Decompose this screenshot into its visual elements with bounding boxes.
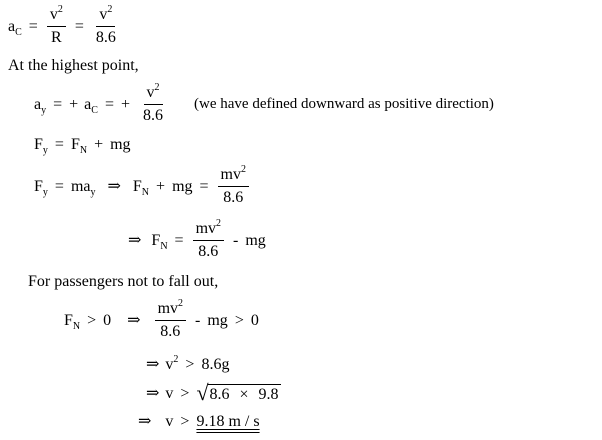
mv-term: mv (157, 300, 179, 317)
fy-subscript: y (42, 186, 48, 198)
plus-sign: + (120, 95, 131, 113)
greater-than-sign: > (185, 356, 195, 373)
exponent: 2 (173, 354, 179, 365)
highest-point-text: At the highest point, (8, 57, 139, 74)
fn-subscript: N (160, 240, 168, 252)
equals-sign: = (174, 231, 184, 249)
fn-base: F (151, 231, 161, 249)
implies-arrow: ⇒ (146, 384, 160, 402)
numerator (218, 166, 249, 187)
fn-subscript: N (79, 145, 88, 156)
ma-base: ma (70, 177, 91, 195)
may-term (70, 177, 96, 198)
equals-sign: = (74, 17, 84, 35)
numerator (193, 220, 224, 241)
radicand-a: 8.6 (209, 386, 230, 403)
minus-sign: - (195, 311, 201, 329)
implies-arrow: ⇒ (127, 311, 141, 329)
exponent: 2 (154, 82, 160, 93)
fraction-mv2-over-8-6 (193, 220, 224, 262)
mg-term: mg (110, 136, 131, 153)
equals-sign: = (54, 136, 64, 153)
final-answer: 9.18 m / s (196, 413, 260, 430)
greater-than-sign: > (234, 311, 244, 329)
fy-symbol (34, 136, 48, 156)
exponent: 2 (178, 298, 184, 309)
ac-symbol (84, 95, 98, 116)
zero-value: 0 (103, 311, 112, 329)
v-symbol: v (165, 356, 174, 373)
ay-base: a (34, 95, 42, 113)
implies-arrow: ⇒ (138, 413, 152, 430)
fy-symbol (34, 177, 48, 198)
no-fall-condition-formula (64, 300, 259, 342)
fn-subscript: N (141, 186, 150, 198)
fn-symbol (151, 231, 168, 252)
fraction-v2-over-8-6 (140, 84, 166, 126)
fn-base: F (70, 136, 80, 153)
greater-than-sign: > (180, 384, 190, 402)
vertical-acceleration-formula (34, 84, 494, 126)
ac-base: a (8, 17, 16, 35)
v-sqrt-condition (146, 380, 281, 405)
implies-arrow: ⇒ (146, 356, 160, 373)
numerator (144, 84, 163, 105)
fraction-mv2-over-8-6 (218, 166, 249, 208)
ac-subscript: C (15, 26, 22, 38)
v-symbol: v (49, 6, 58, 23)
ac-symbol (8, 17, 22, 38)
ac-subscript: C (91, 104, 98, 116)
equals-sign: = (53, 95, 63, 113)
numerator (96, 6, 115, 27)
equals-sign: = (199, 177, 209, 195)
square-root (196, 380, 280, 405)
fn-symbol (64, 311, 81, 332)
passengers-condition-text: For passengers not to fall out, (28, 273, 219, 290)
rhs-value: 8.6g (201, 356, 230, 373)
equals-sign: = (28, 17, 38, 35)
denominator: 8.6 (143, 107, 164, 125)
fraction-mv2-over-8-6 (155, 300, 186, 342)
fraction-v2-over-r (47, 6, 66, 48)
plus-sign: + (69, 95, 79, 113)
mg-term: mg (245, 231, 266, 249)
fn-base: F (64, 311, 73, 329)
mv-term: mv (195, 220, 217, 237)
implies-arrow: ⇒ (128, 231, 142, 249)
denominator: 8.6 (198, 243, 219, 261)
direction-note: (we have defined downward as positive direction) (194, 96, 494, 113)
mv-term: mv (220, 166, 241, 183)
fn-base: F (132, 177, 142, 195)
plus-sign: + (156, 177, 166, 195)
denominator: 8.6 (95, 29, 116, 47)
v-symbol: v (146, 84, 155, 101)
ay-subscript: y (41, 104, 47, 116)
minus-sign: - (233, 231, 239, 249)
radicand (208, 384, 281, 404)
fy-base: F (34, 177, 43, 195)
numerator (155, 300, 186, 321)
fy-base: F (34, 136, 43, 153)
fy-subscript: y (42, 145, 48, 156)
fn-symbol (70, 136, 88, 156)
mg-term: mg (172, 177, 193, 195)
plus-sign: + (94, 136, 104, 153)
greater-than-sign: > (180, 413, 190, 430)
implies-arrow: ⇒ (107, 177, 121, 195)
may-subscript: y (90, 186, 96, 198)
fn-subscript: N (72, 320, 81, 332)
radicand-b: 9.8 (258, 386, 279, 403)
v-symbol: v (165, 413, 174, 430)
equals-sign: = (104, 95, 114, 113)
net-force-formula (34, 136, 131, 156)
exponent: 2 (107, 4, 113, 15)
zero-value: 0 (250, 311, 259, 329)
v-squared-condition (146, 354, 230, 373)
exponent: 2 (57, 4, 63, 15)
fn-symbol (132, 177, 150, 198)
normal-force-formula (128, 220, 266, 262)
denominator: 8.6 (223, 189, 244, 207)
v-squared (165, 354, 179, 373)
greater-than-sign: > (87, 311, 97, 329)
v-symbol: v (165, 384, 174, 402)
fraction-v2-over-8-6 (93, 6, 119, 48)
ac-base: a (84, 95, 92, 113)
newton-second-law-formula (34, 166, 251, 208)
mg-term: mg (207, 311, 228, 329)
ay-symbol (34, 95, 47, 116)
equals-sign: = (54, 177, 64, 195)
numerator (47, 6, 66, 27)
times-sign: × (239, 386, 249, 403)
final-answer-line (138, 414, 260, 430)
denominator: 8.6 (160, 323, 181, 341)
denominator: R (50, 29, 62, 47)
centripetal-acceleration-formula (8, 6, 121, 48)
exponent: 2 (216, 218, 222, 229)
radical-sign-icon: √ (196, 380, 209, 405)
exponent: 2 (241, 164, 246, 175)
v-symbol: v (99, 6, 108, 23)
